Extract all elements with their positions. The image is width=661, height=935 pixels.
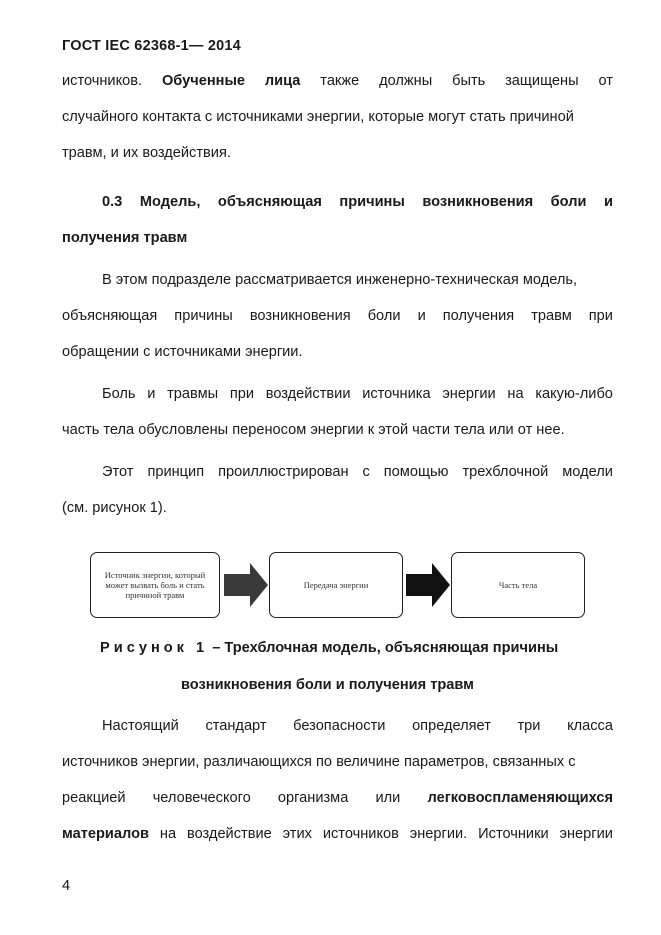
page-number: 4	[62, 878, 71, 894]
section-title-line1	[102, 194, 613, 210]
arrow-right-icon-2	[406, 563, 450, 607]
p3-line1	[102, 386, 613, 402]
p2-line1: В этом подразделе рассматривается инженерно-техническая модель,	[102, 272, 578, 288]
word: источника	[362, 386, 431, 402]
word: от	[598, 73, 613, 89]
word: или	[375, 790, 401, 806]
word: трехблочной	[462, 464, 549, 480]
word: должны	[379, 73, 433, 89]
term-trained-persons-2: лица	[264, 73, 301, 89]
word: этих	[282, 826, 312, 842]
word: причины	[174, 308, 233, 324]
word: воздействие	[187, 826, 272, 842]
word: Настоящий	[102, 718, 179, 734]
p1-line1	[62, 73, 613, 89]
term-flammable-materials-2: материалов	[62, 826, 149, 842]
word: энергии	[559, 826, 613, 842]
word: возникновения	[249, 308, 351, 324]
word: безопасности	[293, 718, 386, 734]
word: энергии.	[409, 826, 468, 842]
word: боли	[367, 308, 401, 324]
block-body-part: Часть тела	[451, 552, 585, 618]
word: модели	[562, 464, 613, 480]
term-trained-persons-1: Обученные	[161, 73, 246, 89]
block-energy-source: Источник энергии, который может вызвать боль и стать причиной травм	[90, 552, 220, 618]
arrow-right-icon-1	[224, 563, 268, 607]
word: человеческого	[152, 790, 251, 806]
p2-line3: обращении с источниками энергии.	[62, 344, 303, 360]
p1-line3: травм, и их воздействия.	[62, 145, 231, 161]
p4-line2: (см. рисунок 1).	[62, 500, 167, 516]
word: травмы	[167, 386, 219, 402]
term-flammable-materials-1: легковоспламеняющихся	[427, 790, 613, 806]
word: стандарт	[205, 718, 267, 734]
figure-caption-line1	[100, 640, 558, 656]
word: источников.	[62, 73, 143, 89]
word: Этот	[102, 464, 134, 480]
p5-line4	[62, 826, 613, 842]
word: энергии	[442, 386, 496, 402]
document-header: ГОСТ IEC 62368-1— 2014	[62, 38, 241, 54]
word: организма	[277, 790, 349, 806]
word: травм	[531, 308, 572, 324]
word: причины	[339, 194, 405, 210]
section-title-line2: получения травм	[62, 230, 188, 246]
p5-line3	[62, 790, 613, 806]
p4-line1	[102, 464, 613, 480]
word: определяет	[412, 718, 491, 734]
word: помощью	[383, 464, 449, 480]
word: класса	[567, 718, 613, 734]
word: принцип	[147, 464, 205, 480]
word: защищены	[505, 73, 579, 89]
p3-line2: часть тела обусловлены переносом энергии к этой части тела или от нее.	[62, 422, 565, 438]
word: объясняющая	[62, 308, 158, 324]
word: воздействии	[265, 386, 351, 402]
figure-caption-text: – Трехблочная модель, объясняющая причины	[212, 640, 559, 656]
word: объясняющая	[217, 194, 322, 210]
word: и	[147, 386, 156, 402]
word: также	[320, 73, 360, 89]
word: Боль	[102, 386, 136, 402]
section-number: 0.3	[102, 194, 123, 210]
word: реакцией	[62, 790, 126, 806]
word: и	[417, 308, 426, 324]
word: Модель,	[139, 194, 201, 210]
word: на	[159, 826, 177, 842]
word: при	[588, 308, 613, 324]
p5-line1	[102, 718, 613, 734]
word: проиллюстрирован	[218, 464, 349, 480]
p2-line2	[62, 308, 613, 324]
word: возникновения	[422, 194, 534, 210]
arrow-shape	[406, 563, 450, 607]
word: получения	[442, 308, 515, 324]
word: три	[517, 718, 541, 734]
figure-caption-line2: возникновения боли и получения травм	[181, 677, 474, 693]
word: боли	[550, 194, 587, 210]
word: Источники	[478, 826, 549, 842]
p1-line2: случайного контакта с источниками энергии, которые могут стать причиной	[62, 109, 574, 125]
block-energy-transfer: Передача энергии	[269, 552, 403, 618]
word: при	[229, 386, 255, 402]
word: быть	[452, 73, 486, 89]
word: и	[604, 194, 613, 210]
p5-line2: источников энергии, различающихся по величине параметров, связанных с	[62, 754, 576, 770]
figure-label: Рисунок 1	[100, 640, 209, 656]
arrow-shape	[224, 563, 268, 607]
word: на	[507, 386, 524, 402]
word: с	[362, 464, 370, 480]
word: источников	[322, 826, 399, 842]
word: какую-либо	[535, 386, 613, 402]
